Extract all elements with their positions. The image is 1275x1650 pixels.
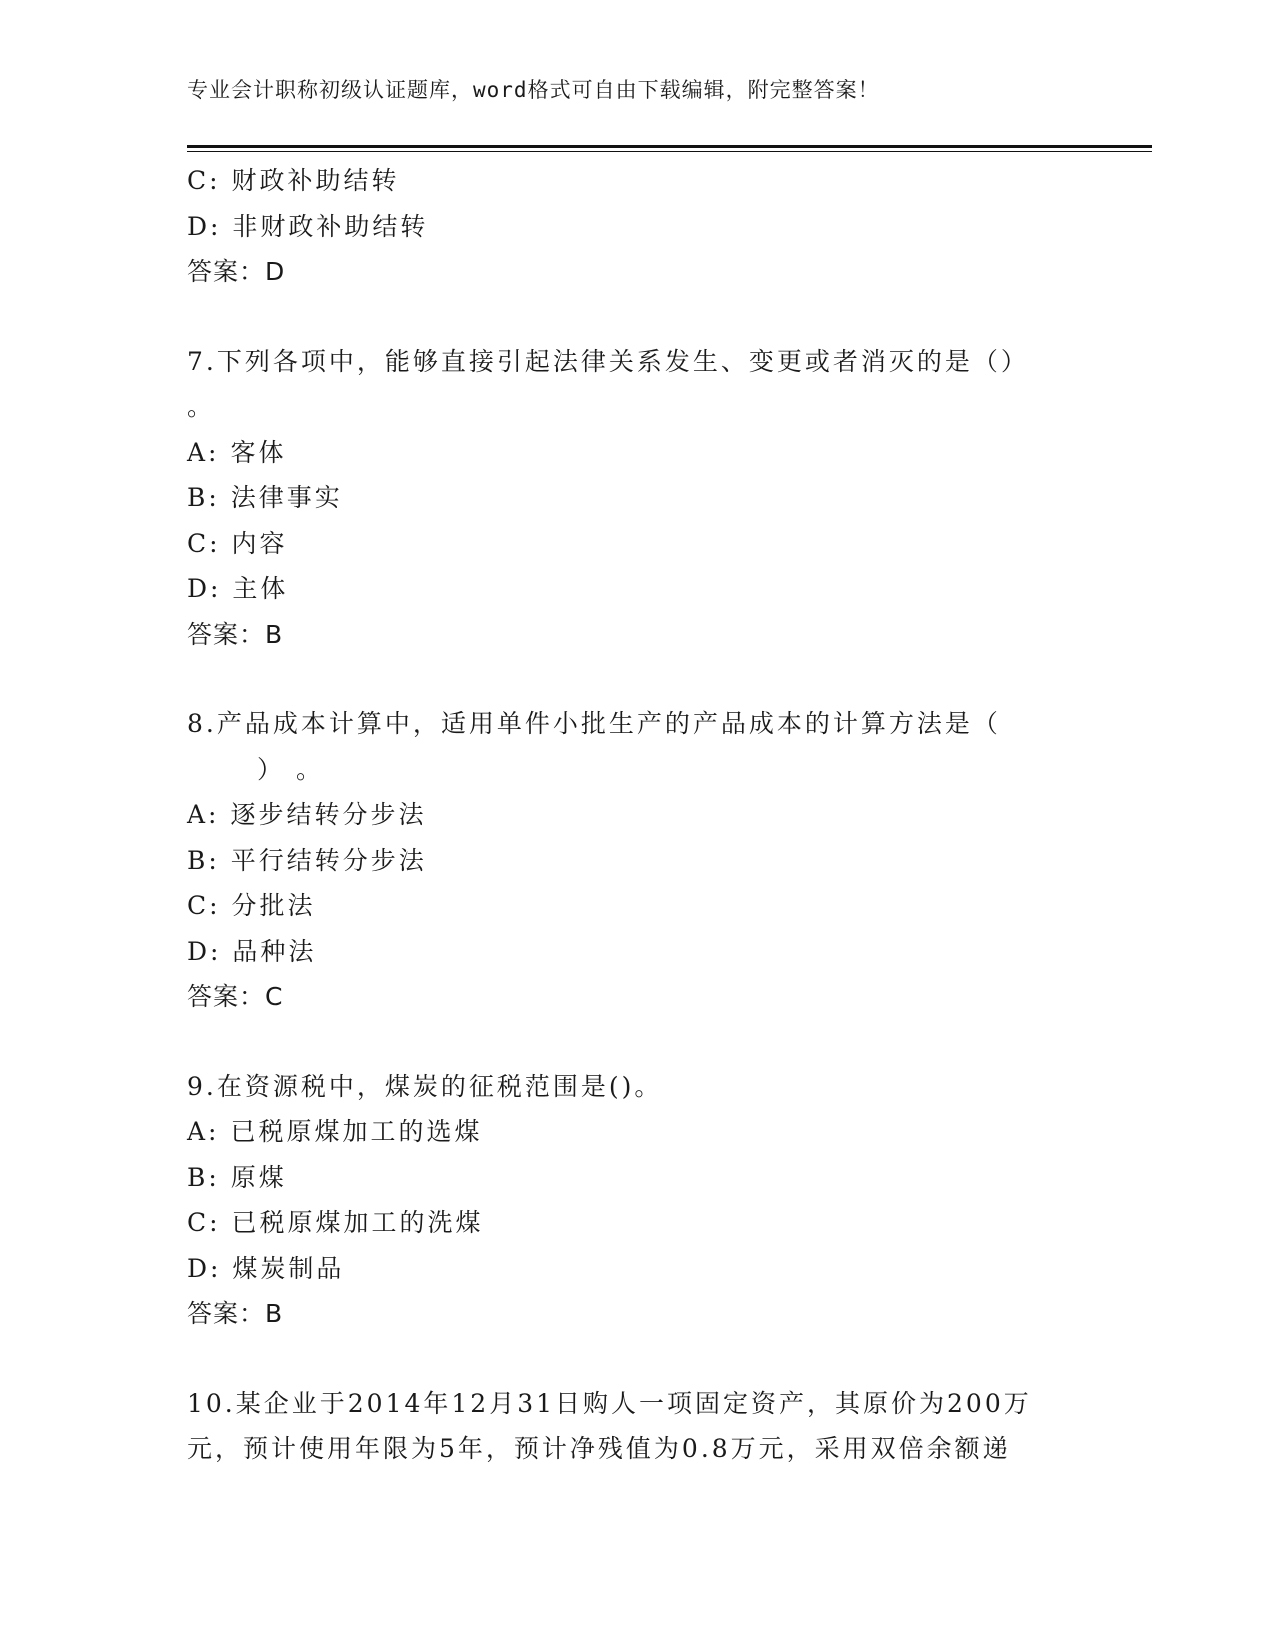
- option-label: A:: [187, 1117, 220, 1146]
- option-label: B:: [187, 483, 220, 512]
- question-stem: 9.在资源税中，煤炭的征税范围是()。: [187, 1071, 663, 1101]
- option-label: B:: [187, 1162, 220, 1192]
- option-a: [187, 430, 1107, 476]
- option-label: D:: [187, 574, 222, 603]
- option-text: 非财政补助结转: [232, 211, 429, 241]
- option-text: 品种法: [232, 936, 317, 966]
- option-b: [187, 838, 1107, 884]
- answer-line: 答案：B: [187, 619, 284, 649]
- option-d: [187, 929, 1107, 975]
- option-text: 财政补助结转: [231, 166, 400, 195]
- option-text: 已税原煤加工的选煤: [230, 1117, 483, 1146]
- option-a: [187, 1109, 1107, 1155]
- option-label: D:: [187, 1253, 222, 1283]
- option-d: [187, 204, 1107, 250]
- option-b: [187, 1155, 1107, 1201]
- option-text: 主体: [232, 574, 289, 603]
- option-text: 平行结转分步法: [230, 845, 427, 875]
- option-c: [187, 1200, 1107, 1246]
- option-label: D:: [187, 936, 222, 966]
- option-label: C:: [187, 891, 221, 920]
- option-text: 法律事实: [230, 483, 343, 512]
- option-c: [187, 883, 1107, 929]
- spacer: [187, 657, 1107, 701]
- question-stem: 10.某企业于2014年12月31日购人一项固定资产，其原价为200万: [187, 1388, 1032, 1418]
- option-b: [187, 475, 1107, 521]
- option-d: [187, 566, 1107, 612]
- answer-line: 答案：B: [187, 1299, 284, 1328]
- spacer: [187, 1020, 1107, 1064]
- option-label: A:: [187, 800, 220, 829]
- page-header: 专业会计职称初级认证题库，word格式可自由下载编辑，附完整答案！: [187, 78, 880, 102]
- question-stem-continued: ） 。: [257, 754, 324, 784]
- option-text: 逐步结转分步法: [230, 800, 427, 829]
- question-stem-continued: 元，预计使用年限为5年，预计净残值为0.8万元，采用双倍余额递: [187, 1434, 1011, 1463]
- option-text: 客体: [230, 437, 287, 467]
- option-text: 煤炭制品: [232, 1253, 345, 1283]
- question-stem: 7.下列各项中，能够直接引起法律关系发生、变更或者消灭的是（）: [187, 346, 1029, 376]
- question-stem: 8.产品成本计算中，适用单件小批生产的产品成本的计算方法是（: [187, 709, 1001, 738]
- question-stem-continued: 。: [187, 392, 216, 421]
- option-label: D:: [187, 211, 222, 241]
- option-text: 已税原煤加工的洗煤: [231, 1208, 484, 1237]
- option-text: 分批法: [231, 891, 316, 920]
- option-text: 内容: [231, 528, 288, 558]
- option-label: C:: [187, 166, 221, 195]
- option-a: [187, 792, 1107, 838]
- header-rule-thick: [187, 145, 1152, 148]
- question-content: [187, 158, 1107, 1472]
- option-label: A:: [187, 437, 220, 467]
- option-label: C:: [187, 1208, 221, 1237]
- option-c: [187, 521, 1107, 567]
- option-c: [187, 158, 1107, 204]
- option-label: C:: [187, 528, 221, 558]
- answer-line: 答案：C: [187, 982, 284, 1011]
- spacer: [187, 1337, 1107, 1381]
- option-label: B:: [187, 845, 220, 875]
- answer-line: 答案：D: [187, 257, 286, 286]
- option-d: [187, 1246, 1107, 1292]
- option-text: 原煤: [230, 1162, 287, 1192]
- spacer: [187, 295, 1107, 339]
- header-rule-thin: [187, 151, 1152, 152]
